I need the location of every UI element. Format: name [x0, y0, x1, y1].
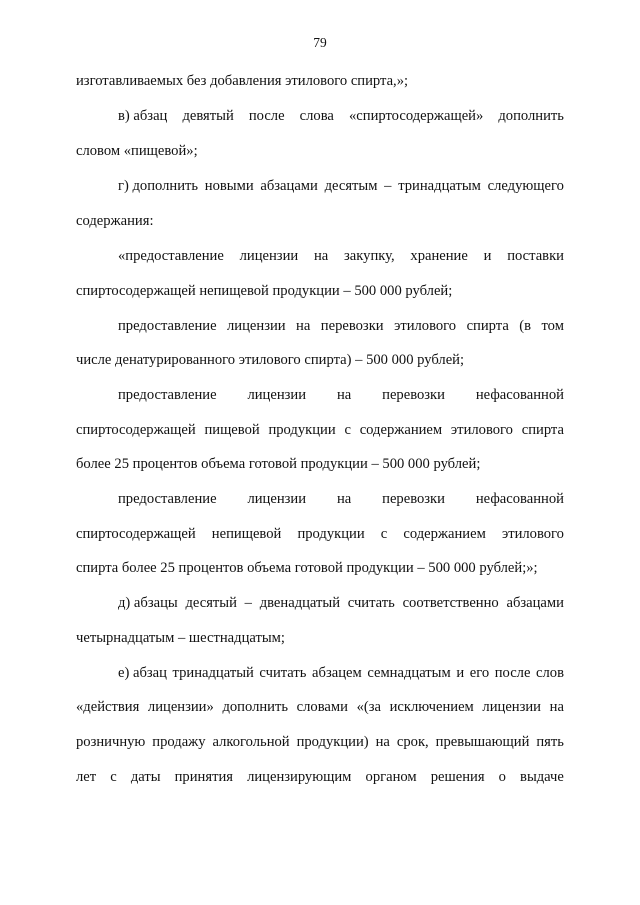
word: – — [384, 178, 392, 194]
word: дополнить — [222, 699, 289, 715]
word: десятый — [185, 595, 237, 611]
word: «предоставление — [118, 248, 224, 264]
page-number: 79 — [313, 35, 327, 50]
word: содержанием — [359, 422, 443, 438]
word: «спиртосодержащей» — [349, 108, 484, 124]
text-line-8 — [118, 317, 564, 335]
word: срок, — [396, 734, 429, 750]
word: спиртосодержащей — [76, 422, 196, 438]
word: розничную — [76, 734, 146, 750]
word: нефасованной — [475, 491, 564, 507]
word: хранение — [410, 248, 468, 264]
word: с — [344, 422, 351, 438]
word: в) абзац — [118, 108, 168, 124]
text-line-2 — [118, 107, 564, 125]
word: лет — [76, 769, 97, 785]
word: двенадцатый — [259, 595, 341, 611]
word: принятия — [174, 769, 233, 785]
word: этилового — [450, 422, 513, 438]
word: этилового — [501, 526, 564, 542]
text-line-20 — [76, 733, 564, 751]
word: е) абзац — [118, 665, 167, 681]
word: на — [296, 318, 311, 334]
word: и — [483, 248, 492, 264]
word: выдаче — [520, 769, 564, 785]
word: после — [248, 108, 285, 124]
word: новыми — [204, 178, 254, 194]
word: абзацем — [312, 665, 362, 681]
word: закупку, — [344, 248, 395, 264]
word: его — [469, 665, 490, 681]
text-line-4 — [118, 177, 564, 195]
word: продукции — [297, 526, 365, 542]
word: тринадцатый — [172, 665, 254, 681]
word: следующего — [487, 178, 564, 194]
word: на — [313, 248, 329, 264]
word: – — [244, 595, 252, 611]
word: считать — [347, 595, 395, 611]
word: содержанием — [403, 526, 486, 542]
word: перевозки — [382, 387, 445, 403]
word: исключением — [389, 699, 474, 715]
word: непищевой — [211, 526, 282, 542]
word: лицензирующим — [247, 769, 352, 785]
text-line-19 — [76, 698, 564, 716]
word: словами — [296, 699, 348, 715]
word: с — [380, 526, 388, 542]
text-line-3: словом «пищевой»; — [76, 143, 198, 159]
text-line-10 — [118, 386, 564, 404]
word: десятым — [324, 178, 378, 194]
word: перевозки — [382, 491, 445, 507]
word: семнадцатым — [367, 665, 451, 681]
word: спиртосодержащей — [76, 526, 196, 542]
word: тринадцатым — [398, 178, 481, 194]
word: том — [541, 318, 564, 334]
word: продукции — [268, 422, 336, 438]
word: превышающий — [435, 734, 530, 750]
word: слова — [299, 108, 334, 124]
text-line-6 — [118, 247, 564, 265]
word: алкогольной — [212, 734, 290, 750]
word: лицензии — [247, 491, 307, 507]
text-line-18 — [118, 664, 564, 682]
word: (в — [519, 318, 532, 334]
word: г) дополнить — [118, 178, 199, 194]
word: соответственно — [402, 595, 499, 611]
text-line-17: четырнадцатым – шестнадцатым; — [76, 630, 285, 646]
word: девятый — [182, 108, 234, 124]
text-line-21 — [76, 768, 564, 786]
word: нефасованной — [475, 387, 564, 403]
word: лицензии — [239, 248, 299, 264]
word: предоставление — [118, 318, 217, 334]
word: этилового — [394, 318, 457, 334]
word: лицензии — [482, 699, 541, 715]
word: абзацами — [260, 178, 318, 194]
word: «действия — [76, 699, 140, 715]
word: с — [110, 769, 117, 785]
word: д) абзацы — [118, 595, 178, 611]
text-line-16 — [118, 594, 564, 612]
word: пищевой — [204, 422, 260, 438]
word: даты — [130, 769, 161, 785]
word: на — [549, 699, 564, 715]
word: на — [375, 734, 390, 750]
word: предоставление — [118, 491, 217, 507]
word: лицензии» — [147, 699, 214, 715]
word: дополнить — [498, 108, 564, 124]
text-line-15: спирта более 25 процентов объема готовой продукции – 500 000 рублей;»; — [76, 560, 538, 576]
word: перевозки — [320, 318, 384, 334]
text-line-9: числе денатурированного этилового спирта) – 500 000 рублей; — [76, 352, 465, 368]
text-line-11 — [76, 421, 564, 439]
text-line-7: спиртосодержащей непищевой продукции – 500 000 рублей; — [76, 283, 453, 299]
word: лицензии — [247, 387, 307, 403]
word: о — [498, 769, 506, 785]
word: после — [494, 665, 531, 681]
word: продукции) — [296, 734, 369, 750]
word: спирта — [466, 318, 509, 334]
text-line-14 — [76, 525, 564, 543]
text-line-12: более 25 процентов объема готовой продукции – 500 000 рублей; — [76, 456, 481, 472]
word: на — [336, 387, 352, 403]
word: «(за — [356, 699, 381, 715]
word: слов — [536, 665, 564, 681]
word: поставки — [507, 248, 564, 264]
text-line-1: изготавливаемых без добавления этилового спирта,»; — [76, 73, 409, 89]
word: считать — [259, 665, 307, 681]
word: предоставление — [118, 387, 217, 403]
word: пять — [536, 734, 564, 750]
word: на — [336, 491, 352, 507]
word: спирта — [521, 422, 564, 438]
word: продажу — [152, 734, 206, 750]
word: абзацами — [506, 595, 564, 611]
word: лицензии — [227, 318, 286, 334]
text-line-13 — [118, 490, 564, 508]
word: и — [456, 665, 465, 681]
word: органом — [365, 769, 417, 785]
word: решения — [430, 769, 485, 785]
text-line-5: содержания: — [76, 213, 154, 229]
